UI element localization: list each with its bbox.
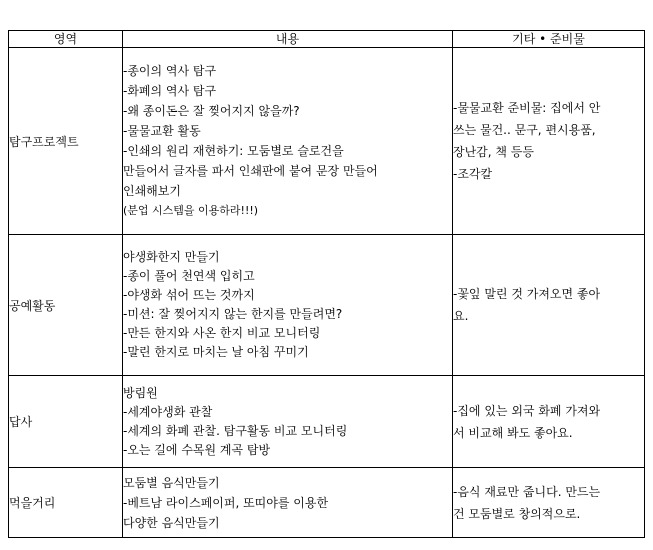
table-row	[9, 468, 645, 538]
content-line: -세계야생화 관찰	[123, 404, 213, 419]
row-etc	[453, 48, 645, 235]
content-line: 방림원	[123, 385, 158, 400]
content-line: -말린 한지로 마치는 날 아침 꾸미기	[123, 345, 309, 359]
content-line: -물물교환 활동	[123, 124, 201, 138]
content-line: (분업 시스템을 이용하라!!!)	[123, 204, 259, 217]
content-line: 다양한 음식만들기	[123, 515, 220, 530]
etc-line: -조각칼	[453, 167, 493, 181]
header-area: 영역	[9, 31, 123, 48]
row-area: 탐구프로젝트	[9, 48, 123, 235]
header-etc: 기타 • 준비물	[453, 31, 645, 48]
content-line: 모둠별 음식만들기	[123, 475, 220, 490]
content-line: 만들어서 글자를 파서 인쇄판에 붙여 문장 만들어	[123, 164, 378, 178]
content-line: -인쇄의 원리 재현하기: 모둠별로 슬로건을	[123, 144, 344, 158]
row-etc	[453, 376, 645, 468]
etc-line: -꽃잎 말린 것 가져오면 좋아	[453, 287, 601, 301]
table-row	[9, 376, 645, 468]
content-line: -세계의 화폐 관찰. 탐구활동 비교 모니터링	[123, 423, 348, 438]
content-line: -만든 한지와 사온 한지 비교 모니터링	[123, 326, 321, 340]
table-row	[9, 48, 645, 235]
content-line: -베트남 라이스페이퍼, 또띠야를 이용한	[123, 495, 329, 510]
content-line: -오는 길에 수목원 계곡 탐방	[123, 442, 271, 457]
row-etc	[453, 468, 645, 538]
content-line: -종이의 역사 탐구	[123, 64, 217, 78]
row-area: 답사	[9, 376, 123, 468]
activity-plan-table	[8, 30, 645, 538]
row-content	[123, 376, 453, 468]
header-row	[9, 31, 645, 48]
row-content	[123, 48, 453, 235]
content-line: -미션: 잘 찢어지지 않는 한지를 만들려면?	[123, 307, 343, 321]
etc-line: -음식 재료만 줍니다. 만드는	[453, 484, 601, 499]
etc-line: 건 모둠별로 창의적으로.	[453, 506, 581, 521]
etc-line: 요.	[453, 309, 469, 323]
header-content: 내용	[123, 31, 453, 48]
row-etc	[453, 235, 645, 376]
content-line: 야생화한지 만들기	[123, 250, 220, 264]
content-line: -야생화 섞어 뜨는 것까지	[123, 288, 255, 302]
content-line: -왜 종이돈은 잘 찢어지지 않을까?	[123, 104, 300, 118]
row-content	[123, 235, 453, 376]
row-area: 공예활동	[9, 235, 123, 376]
etc-line: 장난감, 책 등등	[453, 145, 534, 159]
table-row	[9, 235, 645, 376]
etc-line: 쓰는 물건.. 문구, 편시용품,	[453, 123, 596, 137]
content-line: -종이 풀어 천연색 입히고	[123, 269, 255, 283]
row-area: 먹을거리	[9, 468, 123, 538]
content-line: 인쇄해보기	[123, 184, 181, 198]
etc-line: -집에 있는 외국 화폐 가져와	[453, 403, 601, 418]
etc-line: -물물교환 준비물: 집에서 안	[453, 101, 601, 115]
row-content	[123, 468, 453, 538]
etc-line: 서 비교해 봐도 좋아요.	[453, 425, 573, 440]
content-line: -화폐의 역사 탐구	[123, 84, 217, 98]
